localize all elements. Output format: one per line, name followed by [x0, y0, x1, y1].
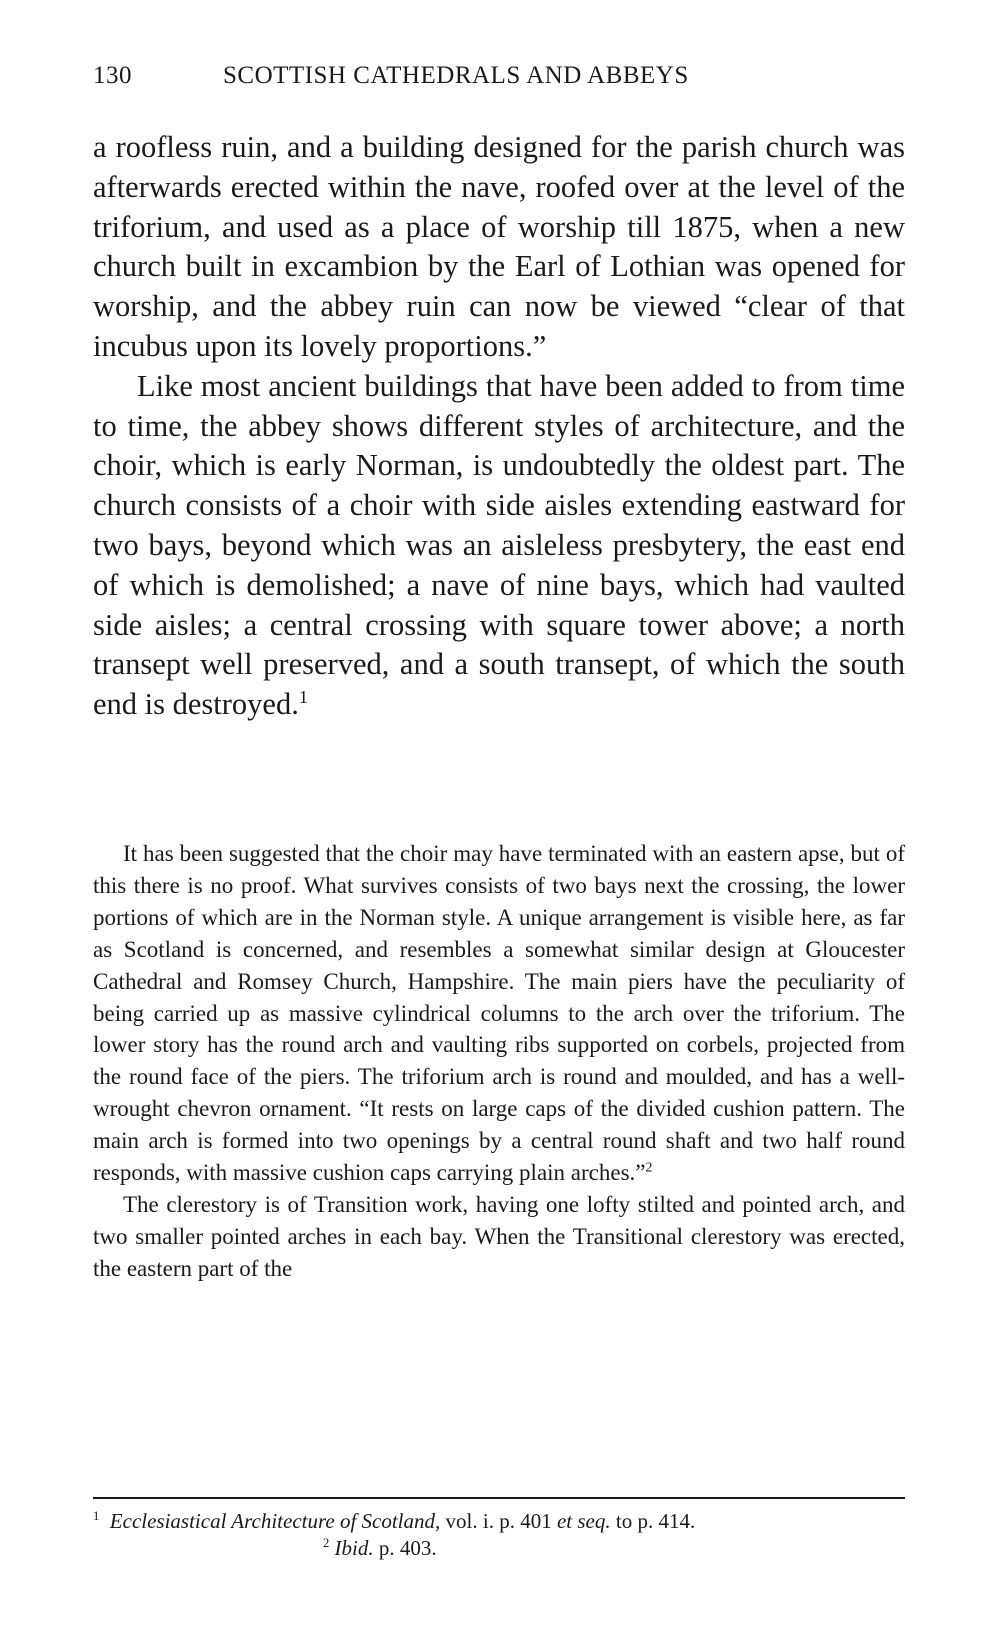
footnote-ref[interactable]: 2	[645, 1159, 653, 1175]
body-paragraph: a roofless ruin, and a building designed for the parish church was afterwards erected within the nave, roofed over at the level of the triforium, and used as a place of worship till 1875, when a new church built in excambion by the Earl of Lothian was opened for worship, and the abbey ruin can now be viewed “clear of that incubus upon its lovely proportions.”	[93, 130, 905, 363]
footnotes	[93, 1508, 905, 1562]
small-paragraph: The clerestory is of Transition work, having one lofty stilted and pointed arch, and two smaller pointed arches in each bay. When the Transitional clerestory was erected, the eastern part of the	[93, 1191, 905, 1281]
footnote-1: $^1$ Ecclesiastical Architecture of Scotland, vol. i. p. 401 et seq. to p. 414.	[93, 1509, 696, 1533]
running-title: SCOTTISH CATHEDRALS AND ABBEYS	[223, 62, 689, 89]
running-header	[93, 62, 905, 102]
footnote-2: $^2$ Ibid. p. 403.	[323, 1536, 437, 1560]
page-number: 130	[93, 62, 132, 89]
small-paragraph: It has been suggested that the choir may have terminated with an eastern apse, but of this there is no proof. What survives consists of two bays next the crossing, the lower portions of which are in the Norman style. A unique arrangement is visible here, as far as Scotland is concerned, and resembles a somewhat similar design at Gloucester Cathedral and Romsey Church, Hampshire. The main piers have the peculiarity of being carried up as massive cylindrical columns to the arch over the triforium. The lower story has the round arch and vaulting ribs supported on corbels, projected from the round face of the piers. The triforium arch is round and moulded, and has a well-wrought chevron ornament. “It rests on large caps of the divided cushion pattern. The main arch is formed into two openings by a central round shaft and two half round responds, with massive cushion caps carrying plain arches.”$^2$	[93, 841, 905, 1186]
main-text	[93, 128, 905, 725]
body-paragraph: Like most ancient buildings that have been added to from time to time, the abbey shows different styles of architecture, and the choir, which is early Norman, is undoubtedly the oldest part. The church consists of a choir with side aisles extending eastward for two bays, beyond which was an aisleless presbytery, the east end of which is demolished; a nave of nine bays, which had vaulted side aisles; a central crossing with square tower above; a north transept well preserved, and a south transept, of which the south end is destroyed.$^1$	[93, 368, 905, 722]
small-type-text	[93, 838, 905, 1285]
footnote-ref[interactable]: 1	[298, 687, 308, 707]
footnote-divider	[93, 1497, 905, 1499]
